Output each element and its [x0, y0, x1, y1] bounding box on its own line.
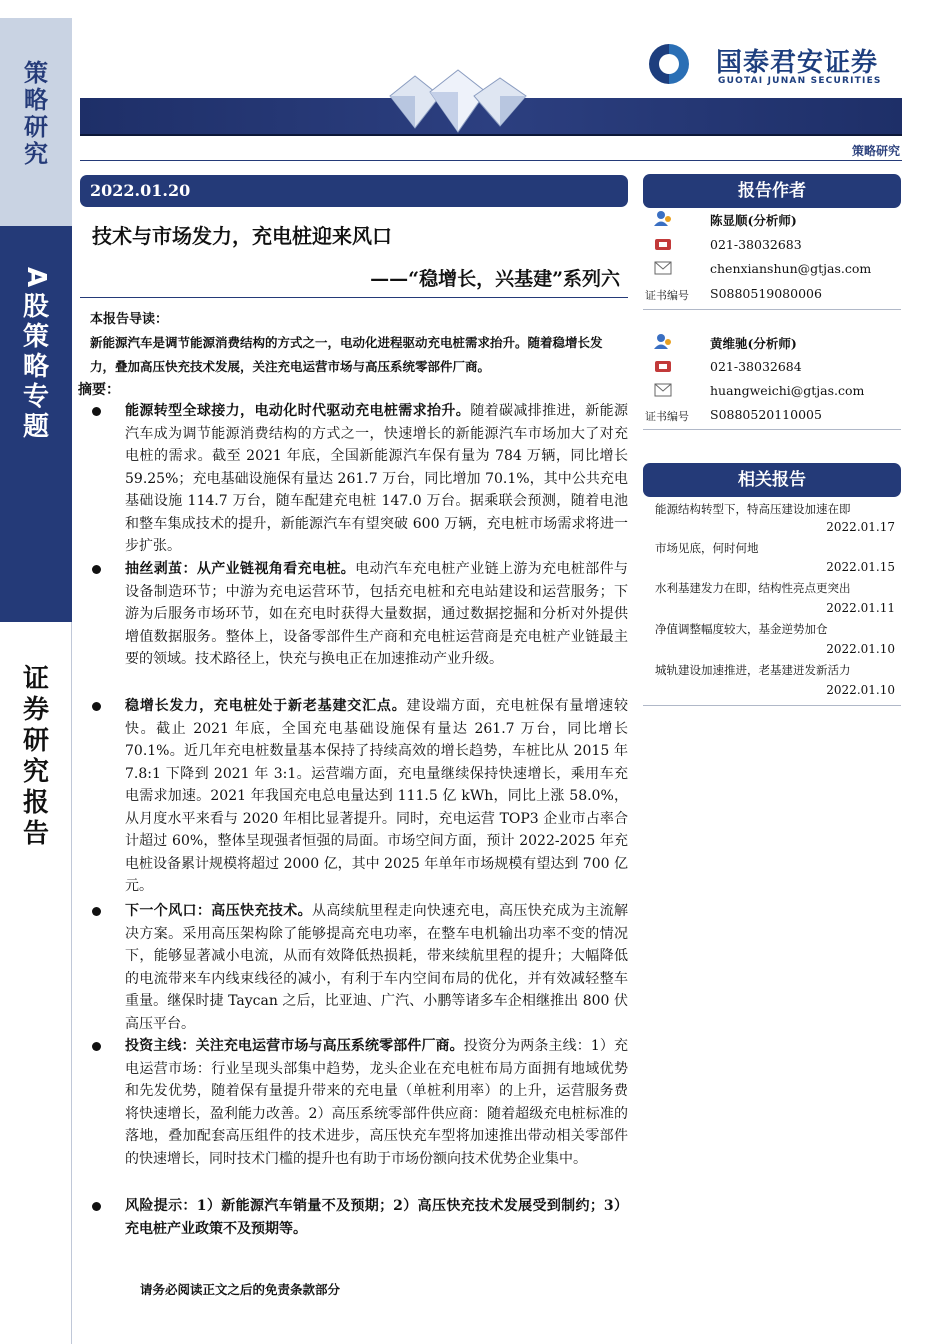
related-report-title[interactable]: 城轨建设加速推进，老基建迸发新活力 [655, 663, 851, 677]
cert-label: 证书编号 [645, 289, 689, 302]
logo-english-name: GUOTAI JUNAN SECURITIES [718, 76, 882, 86]
bullet-lead: 投资主线：关注充电运营市场与高压系统零部件厂商。 [125, 1038, 464, 1054]
sidebar-strategy-research: 策 略 研 究 [24, 59, 48, 168]
bullet-body: 随着碳减排推进，新能源汽车成为调节能源消费结构的方式之一，快速增长的新能源汽车市场加大了对充电桩的需求。截至 2021 年底，全国新能源汽车保有量为 784 万辆，同比增长 59.25%；充电基础设施保有量达 261.7 万台，同比增加 70.1%，其中公共充电基础设施 114.7 万台，随车配建充电桩 147.0 万台。据乘联会预测，随着电池和整车集成技术的提升，新能源汽车有望突破 600 万辆，充电桩市场需求将进一步扩张。 [125, 403, 629, 554]
person-icon [654, 333, 672, 349]
disclaimer-footer: 请务必阅读正文之后的免责条款部分 [140, 1282, 341, 1297]
logo-chinese-name: 国泰君安证券 [716, 48, 879, 78]
sidebar-securities-report: 证 券 研 究 报 告 [22, 664, 49, 849]
authors-panel-title: 报告作者 [643, 174, 901, 208]
category-label: 策略研究 [851, 144, 900, 158]
author-email[interactable]: huangweichi@gtjas.com [710, 383, 865, 398]
phone-icon [654, 236, 672, 252]
bullet-lead: 能源转型全球接力，电动化时代驱动充电桩需求抬升。 [125, 403, 471, 419]
guide-heading: 本报告导读： [90, 312, 169, 327]
report-subtitle: ——“稳增长，兴基建”系列六 [370, 268, 620, 290]
author-cert: S0880520110005 [710, 407, 822, 422]
related-report-date: 2022.01.11 [826, 601, 895, 615]
date-bar [80, 175, 628, 207]
author-email[interactable]: chenxianshun@gtjas.com [710, 261, 872, 276]
author-divider [643, 309, 901, 310]
person-icon [654, 210, 672, 226]
phone-icon [654, 358, 672, 374]
bullet-dot-icon [92, 407, 101, 416]
bullet-body: 电动汽车充电桩产业链上游为充电桩部件与设备制造环节；中游为充电运营环节，包括充电桩和充电站建设和运营服务；下游为后服务市场环节，如在充电时获得大量数据，通过数据挖掘和分析对外提供增值数据服务。整体上，设备零部件生产商和充电桩运营商是充电桩产业链最主要的领域。技术路径上，快充与换电正在加速推动产业升级。 [125, 561, 629, 667]
related-report-date: 2022.01.17 [826, 520, 895, 534]
email-icon [654, 260, 672, 276]
author-name: 黄维驰(分析师) [710, 336, 797, 351]
bullet-lead: 风险提示：1）新能源汽车销量不及预期；2）高压快充技术发展受到制约；3）充电桩产业政策不及预期等。 [125, 1198, 628, 1237]
bullet-lead: 稳增长发力，充电桩处于新老基建交汇点。 [125, 698, 407, 714]
bullet-dot-icon [92, 1202, 101, 1211]
related-report-title[interactable]: 能源结构转型下，特高压建设加速在即 [655, 502, 851, 516]
bullet-body: 建设端方面，充电桩保有量增速较快。截止 2021 年底，全国充电基础设施保有量达 261.7 万台，同比增长 70.1%。近几年充电桩数量基本保持了持续高效的增长趋势，车桩比从 2015 年 7.8:1 下降到 2021 年 3:1。运营端方面，充电量继续保持快速增长，乘用车充电需求加速。2021 年我国充电总电量达到 111.5 亿 kWh，同比上涨 58.0%，从月度水平来看与 2020 年相比显著提升。同时，充电运营 TOP3 企业市占率合计超过 60%，整体呈现强者恒强的局面。市场空间方面，预计 2022-2025 年充电桩设备累计规模将超过 2000 亿，其中 2025 年单年市场规模有望达到 700 亿元。 [125, 698, 629, 894]
bullet-dot-icon [92, 907, 101, 916]
related-report-date: 2022.01.10 [826, 642, 895, 656]
company-logo [640, 40, 900, 92]
bullet-body: 投资分为两条主线：1）充电运营市场：行业呈现头部集中趋势，龙头企业在充电桩布局方面拥有地域优势和先发优势，随着保有量提升带来的充电量（单桩利用率）的上升，运营服务费将快速增长，盈利能力改善。2）高压系统零部件供应商：随着超级充电桩标准的落地，叠加配套高压组件的技术进步，高压快充车型将加速推出带动相关零部件的快速增长，同时技术门槛的提升也有助于市场份额向技术优势企业集中。 [125, 1038, 628, 1167]
bullet-lead: 下一个风口：高压快充技术。 [125, 903, 312, 919]
bullet-dot-icon [92, 565, 101, 574]
related-report-date: 2022.01.15 [826, 560, 895, 574]
abstract-heading: 摘要： [78, 382, 120, 398]
logo-mark-icon [640, 42, 698, 86]
guide-text: 新能源汽车是调节能源消费结构的方式之一，电动化进程驱动充电桩需求抬升。随着稳增长发力，叠加高压快充技术发展，关注充电运营市场与高压系统零部件厂商。 [90, 335, 603, 374]
report-date: 2022.01.20 [90, 181, 191, 200]
related-divider [643, 705, 901, 706]
bullet-body: 从高续航里程走向快速充电，高压快充成为主流解决方案。采用高压架构除了能够提高充电功率，在整车电机输出功率不变的情况下，能够显著减小电流，从而有效降低热损耗，带来续航里程的提升；大幅降低的电流带来车内线束线径的减小，有利于车内空间布局的优化，并有效减轻整车重量。继保时捷 Taycan 之后，比亚迪、广汽、小鹏等诸多车企相继推出 800 伏高压平台。 [125, 903, 629, 1032]
related-report-title[interactable]: 市场见底，何时何地 [655, 541, 759, 555]
email-icon [654, 382, 672, 398]
author-phone: 021-38032684 [710, 359, 802, 374]
diamonds-icon [370, 66, 545, 136]
author-phone: 021-38032683 [710, 237, 802, 252]
sidebar-a-share-topic: A 股 策 略 专 题 [21, 266, 51, 442]
author-divider [643, 429, 901, 430]
bullet-dot-icon [92, 702, 101, 711]
related-report-title[interactable]: 净值调整幅度较大，基金逆势加仓 [655, 622, 828, 636]
bullet-lead: 抽丝剥茧：从产业链视角看充电桩。 [125, 561, 356, 577]
author-cert: S0880519080006 [710, 286, 822, 301]
title-divider [80, 297, 628, 298]
header-divider [80, 160, 902, 161]
related-panel-title: 相关报告 [643, 463, 901, 497]
author-name: 陈显顺(分析师) [710, 213, 797, 228]
cert-label: 证书编号 [645, 410, 689, 423]
related-report-date: 2022.01.10 [826, 683, 895, 697]
related-report-title[interactable]: 水利基建发力在即，结构性亮点更突出 [655, 581, 851, 595]
report-title: 技术与市场发力，充电桩迎来风口 [92, 224, 392, 248]
bullet-dot-icon [92, 1042, 101, 1051]
